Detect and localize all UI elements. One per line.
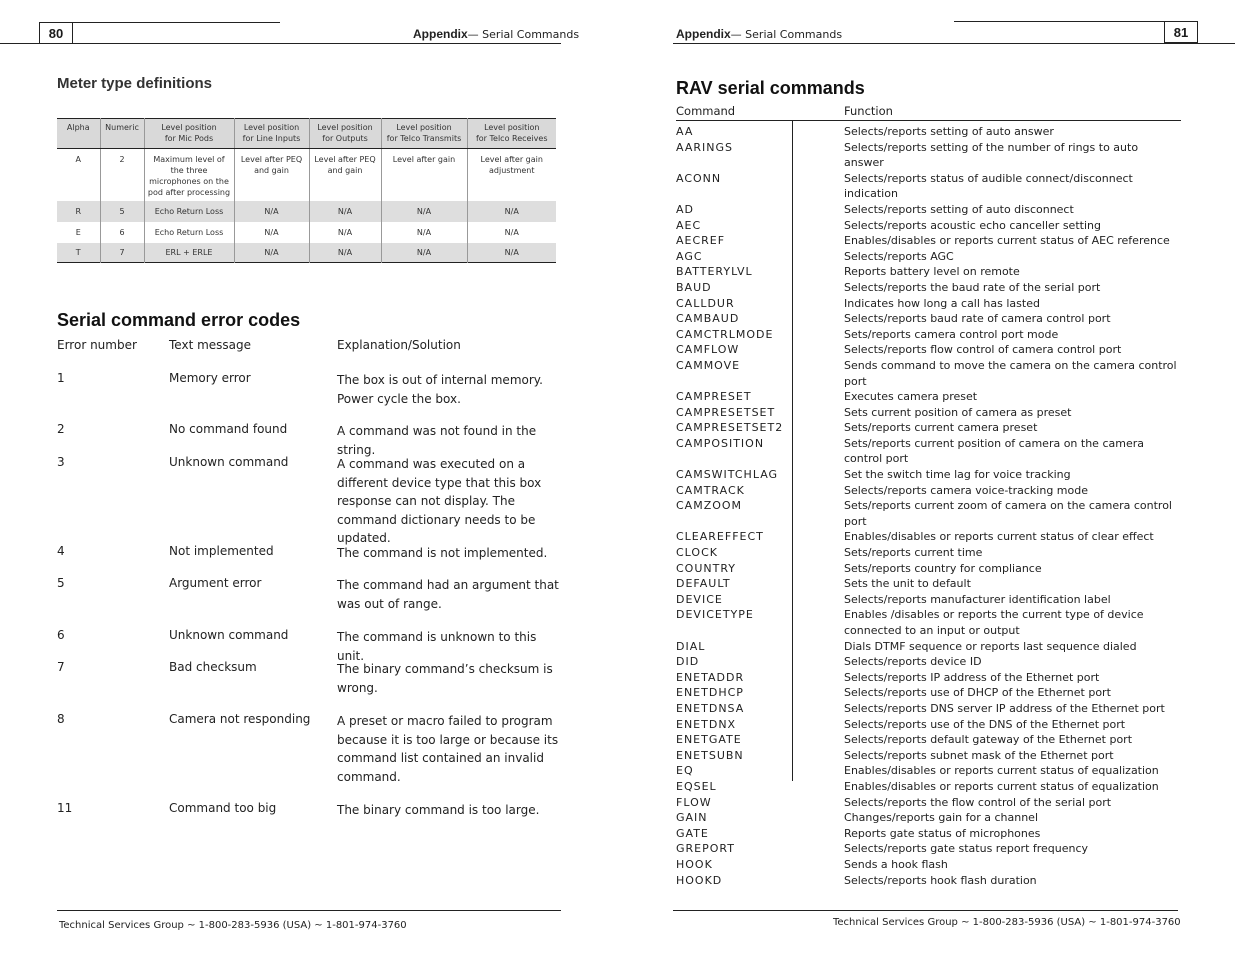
command-function: Selects/reports the flow control of the serial port: [844, 795, 1112, 809]
command-function: Selects/reports setting of auto answer: [844, 125, 1054, 138]
command-code: ENETADDR: [676, 670, 745, 684]
command-function: Sets current position of camera as preset: [844, 405, 1072, 419]
command-code: GAIN: [676, 811, 708, 825]
error-message: Argument error: [169, 576, 262, 590]
error-explanation: A command was not found in the string.: [337, 424, 537, 457]
error-number: 6: [57, 628, 65, 642]
command-function: Indicates how long a call has lasted: [844, 296, 1040, 310]
command-row: [676, 342, 1181, 358]
command-function: Selects/reports use of the DNS of the Ethernet port: [844, 717, 1126, 731]
command-row: [676, 202, 1181, 218]
command-row: [676, 763, 1181, 779]
command-function: Selects/reports DNS server IP address of the Ethernet port: [844, 701, 1165, 715]
left-header-rule-top: [72, 22, 280, 23]
command-code: CAMPOSITION: [676, 436, 765, 450]
command-code: AGC: [676, 249, 703, 263]
command-row: [676, 670, 1181, 686]
error-codes-heading: Serial command error codes: [57, 310, 301, 330]
meter-cell: Echo Return Loss: [144, 222, 234, 243]
error-message: Command too big: [169, 801, 277, 815]
meter-cell: 2: [100, 149, 144, 201]
command-function: Sets/reports camera control port mode: [844, 327, 1059, 341]
command-row: [676, 358, 1181, 389]
command-row: [676, 436, 1181, 467]
command-function: Selects/reports subnet mask of the Ethernet port: [844, 748, 1114, 762]
command-row: [676, 810, 1181, 826]
command-code: AECREF: [676, 234, 726, 248]
meter-cell: N/A: [467, 222, 556, 243]
meter-header-row: [57, 119, 556, 149]
command-row: [676, 140, 1181, 171]
command-code: ENETDNSA: [676, 701, 745, 715]
command-code: HOOK: [676, 857, 713, 871]
command-code: GREPORT: [676, 842, 735, 856]
error-number: 1: [57, 371, 65, 385]
error-explanation: The box is out of internal memory. Power cycle the box.: [337, 373, 543, 406]
command-function: Selects/reports acoustic echo canceller setting: [844, 218, 1101, 232]
meter-cell: N/A: [381, 222, 467, 243]
command-function: Sets/reports country for compliance: [844, 561, 1042, 575]
command-function: Sets/reports current zoom of camera on the camera control port: [844, 499, 1172, 528]
command-row: [676, 171, 1181, 202]
command-row: [676, 685, 1181, 701]
command-row: [676, 483, 1181, 499]
meter-cell: N/A: [234, 243, 309, 263]
command-function: Selects/reports flow control of camera control port: [844, 343, 1122, 357]
command-code: HOOKD: [676, 873, 723, 887]
command-code: CAMTRACK: [676, 483, 745, 497]
command-code: CAMPRESETSET: [676, 405, 776, 419]
meter-header-cell: Alpha: [57, 119, 100, 149]
error-explanation: A command was executed on a different device type that this box response can not display. The command dictionary needs to be updated.: [337, 457, 542, 546]
running-head-section: Appendix: [413, 27, 468, 41]
command-code: FLOW: [676, 795, 712, 809]
error-message: Not implemented: [169, 544, 274, 558]
command-function: Sets the unit to default: [844, 577, 971, 591]
command-row: [676, 327, 1181, 343]
command-row: [676, 389, 1181, 405]
error-message: Unknown command: [169, 628, 289, 642]
command-code: CAMPRESET: [676, 390, 752, 404]
meter-cell: 6: [100, 222, 144, 243]
error-number: 11: [57, 801, 73, 815]
running-head-title: — Serial Commands: [467, 28, 580, 41]
command-list: [676, 124, 1181, 888]
meter-row-t: [57, 243, 556, 263]
command-code: CAMPRESETSET2: [676, 421, 784, 435]
error-col-number: Error number: [57, 338, 137, 352]
command-function: Enables/disables or reports current status of AEC reference: [844, 234, 1170, 248]
command-function: Sends a hook flash: [844, 857, 948, 871]
running-head-title: — Serial Commands: [730, 28, 843, 41]
command-code: CAMFLOW: [676, 343, 740, 357]
command-code: CAMMOVE: [676, 358, 741, 372]
command-code: DID: [676, 655, 700, 669]
command-code: ENETSUBN: [676, 748, 744, 762]
command-row: [676, 498, 1181, 529]
right-header-rule-bottom: [673, 43, 1235, 44]
right-page-number: 81: [1164, 21, 1198, 43]
meter-header-cell: Level position for Telco Transmits: [381, 119, 467, 149]
meter-cell: N/A: [234, 201, 309, 222]
command-function: Selects/reports baud rate of camera control port: [844, 312, 1111, 326]
command-code: ENETGATE: [676, 733, 742, 747]
meter-header-cell: Level position for Mic Pods: [144, 119, 234, 149]
command-row: [676, 841, 1181, 857]
command-row: [676, 779, 1181, 795]
meter-cell: N/A: [381, 243, 467, 263]
command-col-header: Command: [676, 104, 736, 118]
command-row: [676, 233, 1181, 249]
error-message: Unknown command: [169, 455, 289, 469]
error-explanation: The command is unknown to this unit.: [337, 630, 537, 663]
command-function: Reports battery level on remote: [844, 265, 1020, 279]
command-function: Selects/reports camera voice-tracking mode: [844, 483, 1089, 497]
command-code: ACONN: [676, 171, 722, 185]
error-explanation: The binary command’s checksum is wrong.: [337, 662, 553, 695]
meter-cell: A: [75, 155, 81, 164]
meter-cell: Maximum level of the three microphones on the pod after processing: [144, 149, 234, 201]
command-row: [676, 296, 1181, 312]
error-message: Memory error: [169, 371, 251, 385]
command-code: CAMZOOM: [676, 499, 743, 513]
command-row: [676, 249, 1181, 265]
command-row: [676, 280, 1181, 296]
right-footer-rule: [673, 910, 1178, 911]
function-col-header: Function: [844, 104, 893, 118]
meter-heading: Meter type definitions: [57, 75, 213, 92]
error-explanation: A preset or macro failed to program because it is too large or because its command list contained an invalid command.: [337, 714, 559, 784]
meter-header-cell: Level position for Line Inputs: [234, 119, 309, 149]
command-function: Dials DTMF sequence or reports last sequence dialed: [844, 639, 1137, 653]
error-number: 5: [57, 576, 65, 590]
error-col-message: Text message: [169, 338, 252, 352]
left-running-head: [413, 27, 579, 41]
command-row: [676, 717, 1181, 733]
command-function: Enables/disables or reports current status of clear effect: [844, 530, 1154, 544]
error-number: 2: [57, 422, 65, 436]
command-row: [676, 420, 1181, 436]
command-row: [676, 607, 1181, 638]
command-row: [676, 654, 1181, 670]
meter-row-a: [57, 149, 556, 201]
meter-row-r: [57, 201, 556, 222]
command-row: [676, 311, 1181, 327]
command-code: CAMCTRLMODE: [676, 327, 774, 341]
meter-cell: Echo Return Loss: [144, 201, 234, 222]
left-footer: Technical Services Group ~ 1-800-283-5936 (USA) ~ 1-801-974-3760: [59, 920, 407, 931]
rav-commands-heading: RAV serial commands: [676, 78, 865, 98]
command-function: Selects/reports use of DHCP of the Ethernet port: [844, 686, 1111, 700]
command-function: Sets/reports current time: [844, 546, 983, 560]
meter-cell: Level after gain adjustment: [467, 149, 556, 201]
meter-cell: 7: [100, 243, 144, 263]
command-code: ENETDHCP: [676, 686, 744, 700]
command-code: AEC: [676, 218, 702, 232]
meter-cell: Level after PEQ and gain: [234, 149, 309, 201]
meter-cell: Level after gain: [381, 149, 467, 201]
error-number: 8: [57, 712, 65, 726]
command-row: [676, 576, 1181, 592]
command-function: Set the switch time lag for voice tracking: [844, 468, 1071, 482]
error-col-explanation: Explanation/Solution: [337, 338, 461, 352]
meter-cell: N/A: [309, 243, 381, 263]
meter-cell: N/A: [381, 201, 467, 222]
command-table-header-rule: [676, 120, 1181, 121]
command-code: CALLDUR: [676, 296, 735, 310]
command-row: [676, 264, 1181, 280]
command-function: Selects/reports hook flash duration: [844, 873, 1037, 887]
command-row: [676, 857, 1181, 873]
command-row: [676, 826, 1181, 842]
command-code: GATE: [676, 826, 709, 840]
command-function: Changes/reports gain for a channel: [844, 811, 1039, 825]
meter-table: [57, 118, 556, 263]
meter-cell: E: [75, 227, 81, 237]
command-row: [676, 529, 1181, 545]
command-row: [676, 732, 1181, 748]
command-code: BAUD: [676, 280, 712, 294]
left-page-number: 80: [39, 22, 73, 44]
command-code: AARINGS: [676, 140, 733, 154]
meter-header-cell: Numeric: [100, 119, 144, 149]
meter-cell: Level after PEQ and gain: [309, 149, 381, 201]
command-code: DEFAULT: [676, 577, 731, 591]
command-code: DEVICETYPE: [676, 608, 754, 622]
command-function: Selects/reports AGC: [844, 249, 954, 263]
command-function: Sets/reports current camera preset: [844, 421, 1038, 435]
command-row: [676, 561, 1181, 577]
command-function: Sends command to move the camera on the camera control port: [844, 358, 1177, 388]
command-code: EQSEL: [676, 779, 717, 793]
command-row: [676, 639, 1181, 655]
command-row: [676, 748, 1181, 764]
command-function: Selects/reports IP address of the Ethernet port: [844, 670, 1100, 684]
command-code: DEVICE: [676, 592, 723, 606]
meter-cell: N/A: [309, 222, 381, 243]
command-code: EQ: [676, 764, 694, 778]
command-code: DIAL: [676, 639, 706, 653]
command-function: Enables/disables or reports current status of equalization: [844, 764, 1159, 778]
meter-cell: T: [75, 247, 81, 257]
command-code: CLOCK: [676, 546, 718, 560]
command-row: [676, 124, 1181, 140]
meter-cell: N/A: [309, 201, 381, 222]
command-code: COUNTRY: [676, 561, 736, 575]
command-row: [676, 592, 1181, 608]
command-row: [676, 873, 1181, 889]
command-row: [676, 218, 1181, 234]
error-number: 7: [57, 660, 65, 674]
error-explanation: The command is not implemented.: [337, 546, 548, 560]
meter-cell: N/A: [467, 201, 556, 222]
left-footer-rule: [57, 910, 561, 911]
right-footer: Technical Services Group ~ 1-800-283-5936 (USA) ~ 1-801-974-3760: [833, 917, 1181, 928]
error-number: 4: [57, 544, 65, 558]
right-header-rule-top: [954, 21, 1165, 22]
command-row: [676, 701, 1181, 717]
error-number: 3: [57, 455, 65, 469]
meter-cell: R: [75, 206, 82, 216]
left-header-rule-bottom: [0, 43, 561, 44]
command-row: [676, 545, 1181, 561]
command-function: Selects/reports gate status report frequency: [844, 842, 1089, 856]
error-message: Bad checksum: [169, 660, 257, 674]
meter-cell: ERL + ERLE: [144, 243, 234, 263]
command-function: Sets/reports current position of camera on the camera control port: [844, 436, 1144, 466]
error-message: No command found: [169, 422, 288, 436]
command-function: Reports gate status of microphones: [844, 826, 1041, 840]
command-row: [676, 405, 1181, 421]
command-function: Selects/reports manufacturer identification label: [844, 592, 1111, 606]
command-code: CAMBAUD: [676, 312, 740, 326]
command-row: [676, 467, 1181, 483]
command-code: CAMSWITCHLAG: [676, 468, 779, 482]
command-function: Selects/reports the baud rate of the serial port: [844, 280, 1101, 294]
command-row: [676, 795, 1181, 811]
command-function: Selects/reports status of audible connect/disconnect indication: [844, 171, 1133, 201]
command-function: Enables/disables or reports current status of equalization: [844, 779, 1159, 793]
meter-row-e: [57, 222, 556, 243]
command-function: Executes camera preset: [844, 390, 978, 404]
command-function: Enables /disables or reports the current type of device connected to an input or output: [844, 608, 1144, 637]
command-function: Selects/reports setting of auto disconnect: [844, 202, 1074, 216]
running-head-section: Appendix: [676, 27, 731, 41]
error-explanation: The binary command is too large.: [337, 803, 540, 817]
command-code: BATTERYLVL: [676, 265, 753, 279]
meter-cell: N/A: [467, 243, 556, 263]
error-message: Camera not responding: [169, 712, 311, 726]
meter-header-cell: Level position for Telco Receives: [467, 119, 556, 149]
command-function: Selects/reports default gateway of the Ethernet port: [844, 733, 1133, 747]
command-code: ENETDNX: [676, 717, 737, 731]
meter-cell: N/A: [234, 222, 309, 243]
meter-header-cell: Level position for Outputs: [309, 119, 381, 149]
error-explanation: The command had an argument that was out of range.: [337, 578, 559, 611]
command-function: Selects/reports setting of the number of rings to auto answer: [844, 140, 1139, 170]
meter-cell: 5: [100, 201, 144, 222]
command-code: AA: [676, 125, 694, 138]
right-running-head: [676, 27, 842, 41]
command-code: AD: [676, 202, 694, 216]
command-function: Selects/reports device ID: [844, 655, 982, 669]
command-code: CLEAREFFECT: [676, 530, 764, 544]
